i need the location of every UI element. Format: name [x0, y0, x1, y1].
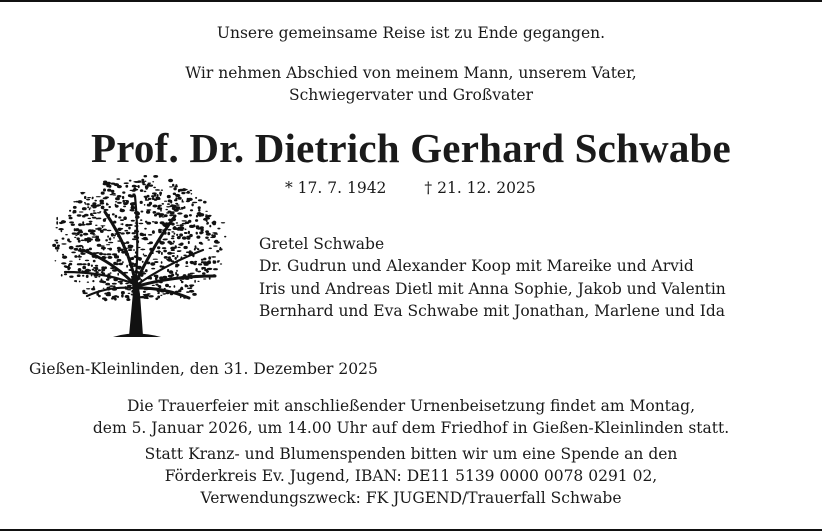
intro-line: Unsere gemeinsame Reise ist zu Ende gegangen.	[216, 24, 606, 42]
donation-line-3: Verwendungszweck: FK JUGEND/Trauerfall Schwabe	[200, 489, 622, 507]
life-dates	[285, 177, 536, 199]
mourners-list	[259, 233, 726, 322]
mourner-line: Dr. Gudrun und Alexander Koop mit Mareike und Arvid	[259, 257, 694, 276]
death-date: † 21. 12. 2025	[424, 179, 536, 197]
mourner-line: Gretel Schwabe	[259, 235, 385, 253]
donation-line-1: Statt Kranz- und Blumenspenden bitten wir um eine Spende an den	[144, 445, 678, 463]
funeral-line-1: Die Trauerfeier mit anschließender Urnenbeisetzung findet am Montag,	[126, 397, 696, 415]
place-date: Gießen-Kleinlinden, den 31. Dezember 2025	[29, 360, 378, 378]
tree-icon	[43, 172, 233, 337]
farewell-line-1: Wir nehmen Abschied von meinem Mann, unserem Vater,	[185, 64, 637, 82]
funeral-line-2: dem 5. Januar 2026, um 14.00 Uhr auf dem Friedhof in Gießen-Kleinlinden statt.	[92, 419, 730, 437]
mourner-line: Bernhard und Eva Schwabe mit Jonathan, Marlene und Ida	[259, 301, 726, 320]
deceased-name: Prof. Dr. Dietrich Gerhard Schwabe	[91, 125, 731, 171]
farewell-line-2: Schwiegervater und Großvater	[288, 86, 534, 104]
donation-line-2: Förderkreis Ev. Jugend, IBAN: DE11 5139 0000 0078 0291 02,	[164, 467, 658, 485]
mourner-line: Iris und Andreas Dietl mit Anna Sophie, Jakob und Valentin	[259, 279, 726, 298]
birth-date: * 17. 7. 1942	[285, 179, 387, 197]
